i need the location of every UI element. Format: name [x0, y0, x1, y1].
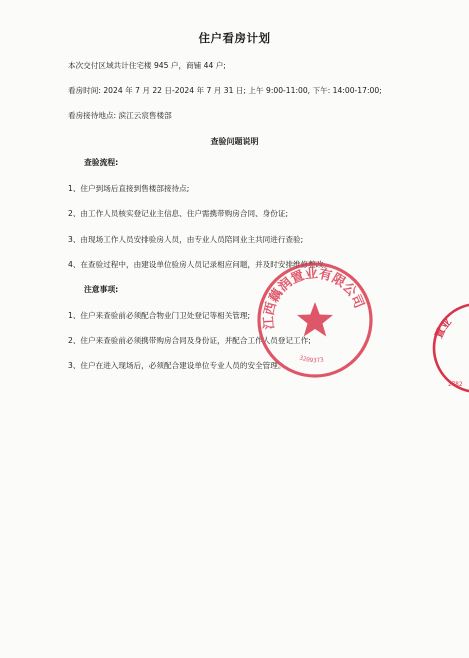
intro-reception-location: 看房接待地点: 滨江云宸售楼部 — [68, 111, 172, 120]
process-heading: 查验流程: — [84, 158, 119, 167]
notes-heading: 注意事项: — [84, 285, 119, 294]
process-item: 1、住户到场后直接到售楼部接待点; — [68, 184, 190, 193]
partial-seal-stamp — [430, 296, 469, 396]
page-title: 住户看房计划 — [198, 31, 271, 45]
process-item: 4、在查验过程中，由建设单位验房人员记录相应问题，并及时安排维修整改。 — [68, 260, 332, 269]
seal-text: 江西藕润置业有限公司 — [261, 266, 367, 330]
process-item: 3、由现场工作人员安排验房人员，由专业人员陪同业主共同进行查验; — [68, 235, 304, 244]
intro-units: 本次交付区域共计住宅楼 945 户，商铺 44 户; — [68, 61, 226, 70]
section-title: 查验问题说明 — [210, 137, 259, 146]
notes-item: 2、住户来查验前必须携带购房合同及身份证，并配合工作人员登记工作; — [68, 336, 311, 345]
seal-number: 2782 — [448, 381, 463, 388]
intro-viewing-time: 看房时间: 2024 年 7 月 22 日-2024 年 7 月 31 日; 上午 9:00-11:00, 下午: 14:00-17:00; — [68, 86, 382, 95]
seal-ring — [434, 304, 469, 392]
notes-item: 3、住户在进入现场后，必须配合建设单位专业人员的安全管理。 — [68, 361, 286, 370]
seal-text: 置业 — [433, 316, 454, 341]
company-seal-stamp — [254, 259, 376, 381]
star-icon — [297, 302, 333, 337]
process-item: 2、由工作人员核实登记业主信息、住户需携带购房合同、身份证; — [68, 209, 289, 218]
notes-item: 1、住户来查验前必须配合物业门卫处登记等相关管理; — [68, 311, 251, 320]
seal-number: 3209373 — [298, 354, 325, 365]
